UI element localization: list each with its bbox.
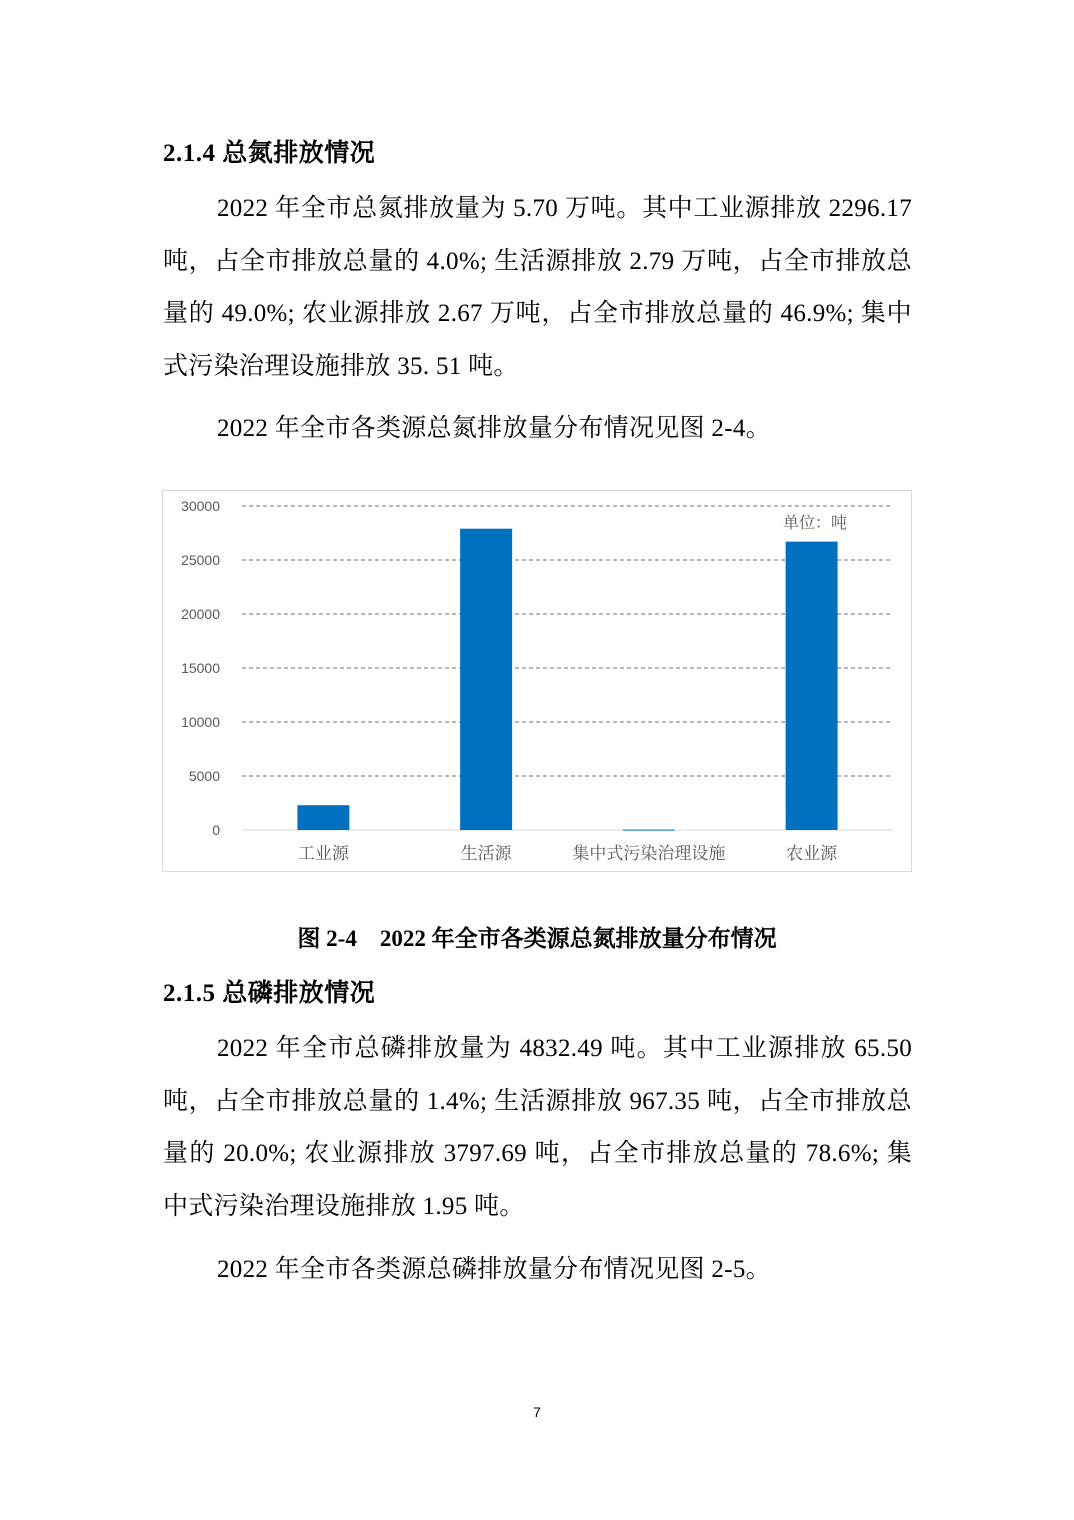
paragraph-total-nitrogen: 2022 年全市总氮排放量为 5.70 万吨。其中工业源排放 2296.17 吨，占全市排放总量的 4.0%; 生活源排放 2.79 万吨，占全市排放总量的 49.0%; 农业源排放 2.67 万吨，占全市排放总量的 46.9%; 集中式污染治理设施排放 35. 51 吨。 bbox=[163, 195, 912, 380]
y-tick-label: 15000 bbox=[181, 660, 220, 676]
y-tick-label: 0 bbox=[212, 822, 220, 838]
y-tick-label: 10000 bbox=[181, 714, 220, 730]
bar-0 bbox=[297, 805, 349, 830]
x-category-label: 农业源 bbox=[786, 844, 838, 864]
figure-reference-2-5: 2022 年全市各类源总磷排放量分布情况见图 2-5。 bbox=[217, 1256, 771, 1283]
x-category-label: 工业源 bbox=[297, 844, 349, 864]
paragraph-total-phosphorus: 2022 年全市总磷排放量为 4832.49 吨。其中工业源排放 65.50 吨，占全市排放总量的 1.4%; 生活源排放 967.35 吨，占全市排放总量的 20.0%; 农业源排放 3797.69 吨，占全市排放总量的 78.6%; 集中式污染治理设施排放 1.95 吨。 bbox=[163, 1035, 912, 1220]
page-number: 7 bbox=[533, 1404, 541, 1420]
figure-caption: 图 2-4 2022 年全市各类源总氮排放量分布情况 bbox=[297, 926, 777, 951]
section-heading-total-nitrogen: 2.1.4 总氮排放情况 bbox=[163, 140, 376, 167]
section-heading-total-phosphorus: 2.1.5 总磷排放情况 bbox=[163, 980, 376, 1007]
y-tick-label: 25000 bbox=[181, 552, 220, 568]
unit-label: 单位：吨 bbox=[782, 513, 848, 532]
chart-canvas bbox=[163, 491, 911, 871]
y-tick-label: 20000 bbox=[181, 606, 220, 622]
y-tick-label: 5000 bbox=[188, 768, 220, 784]
y-tick-label: 30000 bbox=[181, 498, 220, 514]
x-category-label: 生活源 bbox=[460, 844, 512, 864]
bar-3 bbox=[786, 542, 838, 830]
bar-2 bbox=[623, 830, 675, 831]
bar-chart-total-nitrogen bbox=[162, 490, 912, 872]
x-category-label: 集中式污染治理设施 bbox=[572, 844, 726, 864]
figure-reference-2-4: 2022 年全市各类源总氮排放量分布情况见图 2-4。 bbox=[217, 415, 771, 442]
bar-1 bbox=[460, 529, 512, 830]
